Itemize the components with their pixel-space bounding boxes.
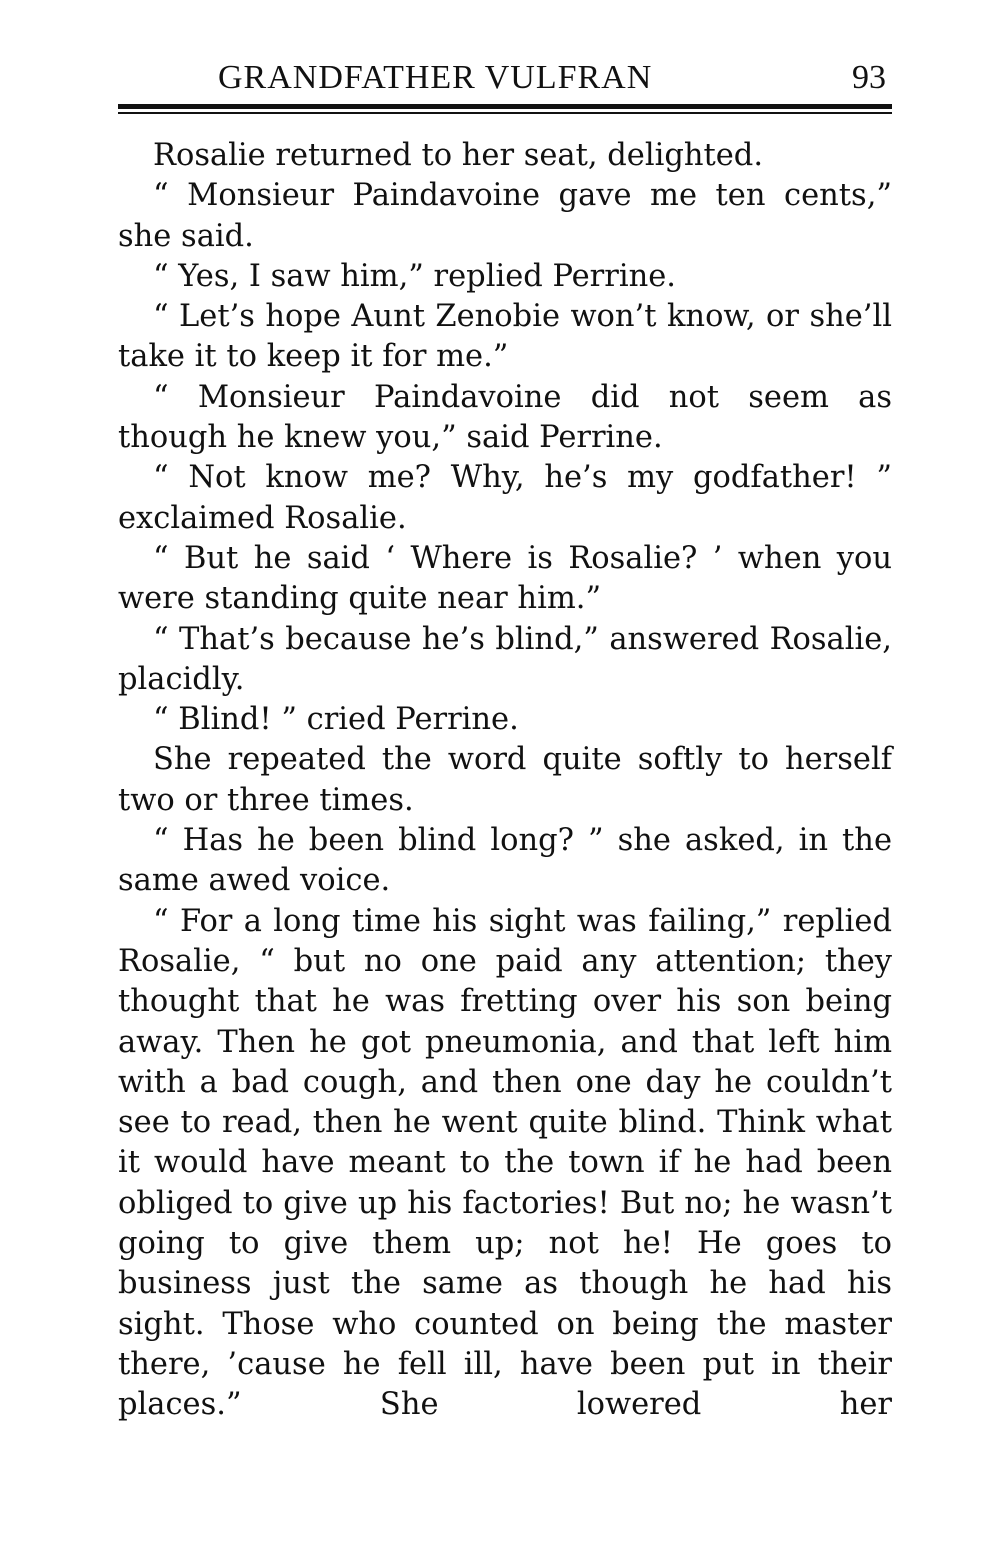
header-rule-thick	[118, 104, 892, 109]
paragraph: Rosalie returned to her seat, delighted.	[153, 138, 764, 173]
paragraph: “ That’s because he’s blind,” answered Rosalie, placidly.	[118, 621, 892, 697]
running-title: GRANDFATHER VULFRAN	[218, 59, 653, 96]
paragraph: “ But he said ‘ Where is Rosalie? ’ when you were standing quite near him.”	[118, 540, 892, 617]
paragraph: “ Blind! ” cried Perrine.	[153, 702, 519, 738]
paragraph: “ Has he been blind long? ” she asked, in the same awed voice.	[118, 823, 892, 899]
paragraph: “ Monsieur Paindavoine gave me ten cents,” she said.	[118, 178, 892, 254]
body-text	[118, 136, 892, 1426]
paragraph: “ Not know me? Why, he’s my godfather! ” exclaimed Rosalie.	[118, 460, 892, 536]
paragraph: “ Monsieur Paindavoine did not seem as though he knew you,” said Perrine.	[118, 379, 892, 456]
paragraph: “ Yes, I saw him,” replied Perrine.	[153, 258, 676, 294]
header-rule-thin	[118, 112, 892, 114]
paragraph: “ For a long time his sight was failing,” replied Rosalie, “ but no one paid any attention; they thought that he was fretting over his son being away. Then he got pneumonia, and that left him with a bad cough, and then one day he couldn’t see to read, then he went quite blind. Think what it would have meant to the town if he had been obliged to give up his factories! But no; he wasn’t going to give them up; not he! He goes to business just the same as though he had his sight. Those who counted on being the master there, ’cause he fell ill, have been put in their places.” She lowered her	[118, 903, 892, 1423]
page-number: 93	[852, 59, 886, 96]
running-head	[118, 58, 892, 102]
book-page	[118, 58, 892, 1426]
paragraph: She repeated the word quite softly to herself two or three times.	[118, 742, 892, 818]
paragraph: “ Let’s hope Aunt Zenobie won’t know, or she’ll take it to keep it for me.”	[118, 299, 892, 375]
